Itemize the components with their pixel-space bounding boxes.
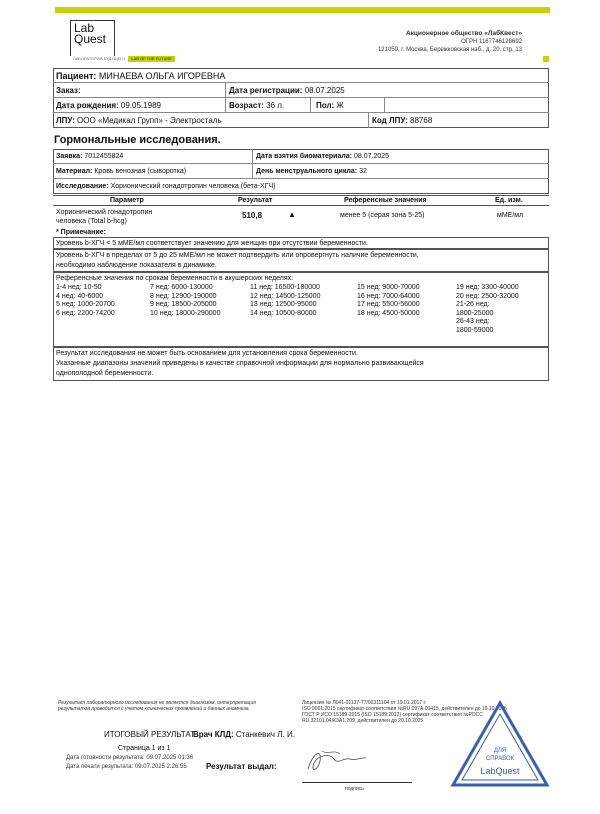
lpu-value: ООО «Медикал Групп» - Электросталь [77, 116, 222, 125]
reference-item: 21-26 нед: [456, 301, 490, 308]
note-1: Уровень b-ХГЧ < 5 мМЕ/мл соответствует значению для женщин при отсутствии беременности. [56, 240, 368, 247]
stamp-brand-text: LabQuest [480, 766, 520, 776]
divider [53, 178, 549, 179]
divider [53, 163, 549, 164]
print-date-label: Дата печати результата: [66, 764, 134, 770]
signature-image [300, 745, 370, 775]
disclaimer-line1: Результат лабораторного исследования не является диагнозом, интерпретация [58, 700, 256, 706]
parameter-name-line2: человека (Total b-hcg) [56, 218, 127, 225]
reference-column-3 [250, 284, 320, 318]
table-header-bottom [53, 205, 549, 206]
column-header-result: Результат [238, 197, 273, 204]
issued-by-label: Результат выдал: [206, 762, 277, 771]
birth-date-value: 09.05.1989 [120, 101, 161, 110]
reference-column-5 [456, 284, 519, 335]
company-info [378, 30, 522, 54]
final-result-label: ИТОГОВЫЙ РЕЗУЛЬТАТ [104, 730, 195, 739]
note-3-line2: Указанные диапазоны значений приведены в качестве справочной информации для нормально развивающейся [56, 360, 424, 367]
order-label: Заказ: [56, 86, 81, 95]
lpu-code-value: 88768 [410, 116, 433, 125]
result-value: 510,8 [242, 211, 263, 220]
reference-column-1 [56, 284, 115, 318]
reference-item: 15 нед: 9000-70000 [357, 284, 420, 291]
pregnancy-reference-title: Референсные значения по срокам беременности в акушерских неделях: [56, 275, 294, 282]
reference-item: 20 нед: 2500-32000 [456, 292, 519, 300]
cycle-day-value: 32 [359, 168, 367, 175]
divider [368, 112, 369, 128]
stamp-mid-text: СПРАВОК [485, 756, 515, 762]
doctor-label: Врач КЛД: [193, 730, 234, 739]
doctor-name: Станкевич Л. И. [235, 730, 295, 739]
divider [53, 97, 549, 98]
unit-value: мМЕ/мл [497, 212, 524, 219]
reference-item: 12 нед: 14500-125000 [250, 292, 321, 300]
high-flag-icon: ▲ [288, 210, 296, 219]
print-date-value: 09.07.2025 2:26:55 [134, 764, 187, 770]
column-header-parameter: Параметр [110, 197, 144, 204]
reference-column-4 [357, 284, 420, 318]
reference-item: 16 нед: 7000-64000 [357, 292, 420, 300]
divider [384, 97, 385, 112]
divider [53, 112, 549, 113]
note-3-line3: однополодной беременности. [56, 370, 154, 377]
page-number: Страница 1 из 1 [118, 745, 171, 752]
note-2-line2: необходимо наблюдение показателя в динамике. [56, 262, 217, 269]
logo-line-1: Lab [74, 21, 95, 35]
sex-value: Ж [336, 101, 344, 110]
reference-column-2 [150, 284, 220, 318]
reference-item: 1800-59000 [456, 326, 494, 334]
material-label: Материал: [56, 168, 93, 175]
note-2-line1: Уровень b-ХГЧ в пределах от 5 до 25 мМЕ/мл не может подтвердить или опровергнуть наличие беременности, [56, 252, 419, 259]
divider [252, 149, 253, 178]
stamp-top-text: ДЛЯ [493, 748, 507, 754]
section-title: Гормональные исследования. [54, 134, 221, 146]
lab-stamp [450, 700, 550, 790]
sex-label: Пол: [316, 101, 335, 110]
study-value: Хорионический гонадотропин человека (бета-ХГЧ) [110, 183, 276, 190]
license-line3: ГОСТ Р ИСО 15189-2015 (ISO 15189:2012) сертификат соответствия №РОСС [302, 712, 483, 718]
request-value: 7012455824 [84, 153, 124, 160]
patient-label: Пациент: [56, 71, 97, 81]
reference-item: 26-43 нед: [456, 318, 490, 325]
reference-item: 10 нед: 18000-290000 [150, 309, 221, 317]
logo-line-2: Quest [74, 32, 107, 46]
reference-item: 4 нед: 40-6000 [56, 292, 104, 300]
reference-item: 9 нед: 18500-205000 [150, 301, 217, 308]
header-accent-bar [55, 7, 550, 13]
divider [53, 82, 549, 83]
disclaimer [58, 700, 256, 712]
labquest-logo [70, 20, 115, 58]
patient-name: МИНАЕВА ОЛЬГА ИГОРЕВНА [98, 71, 226, 81]
registration-date-label: Дата регистрации: [229, 86, 303, 95]
reference-item: 14 нед: 10500-80000 [250, 309, 317, 317]
lpu-label: ЛПУ: [56, 116, 75, 125]
ready-date-label: Дата готовности результата: [66, 755, 145, 761]
license-line1: Лицензия № Л041-01137-77/00311104 от 19.01.2017 г. [302, 700, 427, 706]
age-value: 36 л. [266, 101, 285, 110]
column-header-unit: Ед. изм. [495, 197, 523, 204]
signature-caption: подпись [345, 786, 364, 792]
slogan-right: LAB OF THE FUTURE [128, 56, 175, 62]
company-ogrn: ОГРН 1167746128692 [461, 39, 522, 45]
registration-date-value: 08.07.2025 [304, 86, 345, 95]
company-name: Акционерное общество «ЛабКвест» [405, 30, 522, 37]
divider [225, 82, 226, 112]
reference-item: 7 нед: 6000-130000 [150, 284, 213, 291]
reference-item: 13 нед: 12500-95000 [250, 301, 317, 308]
reference-value: менее 5 (серая зона 5-25) [340, 212, 425, 219]
material-value: Кровь венозная (сыворотка) [94, 168, 187, 175]
ready-date-value: 09.07.2025 01:36 [146, 755, 194, 761]
note-3-line1: Результат исследования не может быть основанием для установления срока беременности. [56, 350, 358, 357]
company-address: 121059, г. Москва, Бережковская наб., д. 20, стр. 13 [377, 47, 522, 53]
reference-item: 1800-25000 [456, 309, 494, 317]
signature-line [302, 782, 412, 783]
cycle-day-label: День менструального цикла: [256, 168, 358, 175]
license-line2: ISO 9001:2015 сертификат соответствия №RU.097А.00415, действителен до 19.10.2025 [302, 706, 507, 712]
disclaimer-line2: результатов проводится с учетом клинических проявлений и данных анамнеза. [58, 706, 250, 712]
request-label: Заявка: [56, 153, 83, 160]
note-label: * Примечание: [56, 229, 106, 236]
sample-date-label: Дата взятия биоматериала: [256, 153, 353, 160]
reference-item: 19 нед: 3300-40000 [456, 284, 519, 291]
reference-item: 8 нед: 12900-190000 [150, 292, 217, 300]
reference-item: 1-4 нед: 10-50 [56, 284, 102, 291]
parameter-name-line1: Хорионический гонадотропин [56, 209, 153, 216]
divider [310, 97, 311, 112]
reference-item: 17 нед: 5500-56000 [357, 301, 420, 308]
reference-item: 11 нед: 16500-180000 [250, 284, 320, 291]
header-accent-square [543, 56, 549, 62]
sample-date-value: 08.07.2025 [353, 153, 390, 160]
reference-item: 6 нед: 2200-74200 [56, 309, 115, 317]
license-line4: RU.32101.04ЖЗА1.209, действителен до 20.10.2025 [302, 718, 424, 724]
study-label: Исследование: [56, 183, 109, 190]
logo-slogan [70, 56, 248, 62]
lpu-code-label: Код ЛПУ: [372, 116, 408, 125]
slogan-left: ЛАБОРАТОРИЯ БУДУЩЕГО [70, 56, 128, 62]
reference-item: 5 нед: 1000-20700 [56, 301, 115, 308]
age-label: Возраст: [229, 101, 264, 110]
column-header-reference: Референсные значения [344, 197, 427, 204]
reference-item: 18 нед: 4500-50000 [357, 309, 420, 317]
birth-date-label: Дата рождения: [56, 101, 119, 110]
